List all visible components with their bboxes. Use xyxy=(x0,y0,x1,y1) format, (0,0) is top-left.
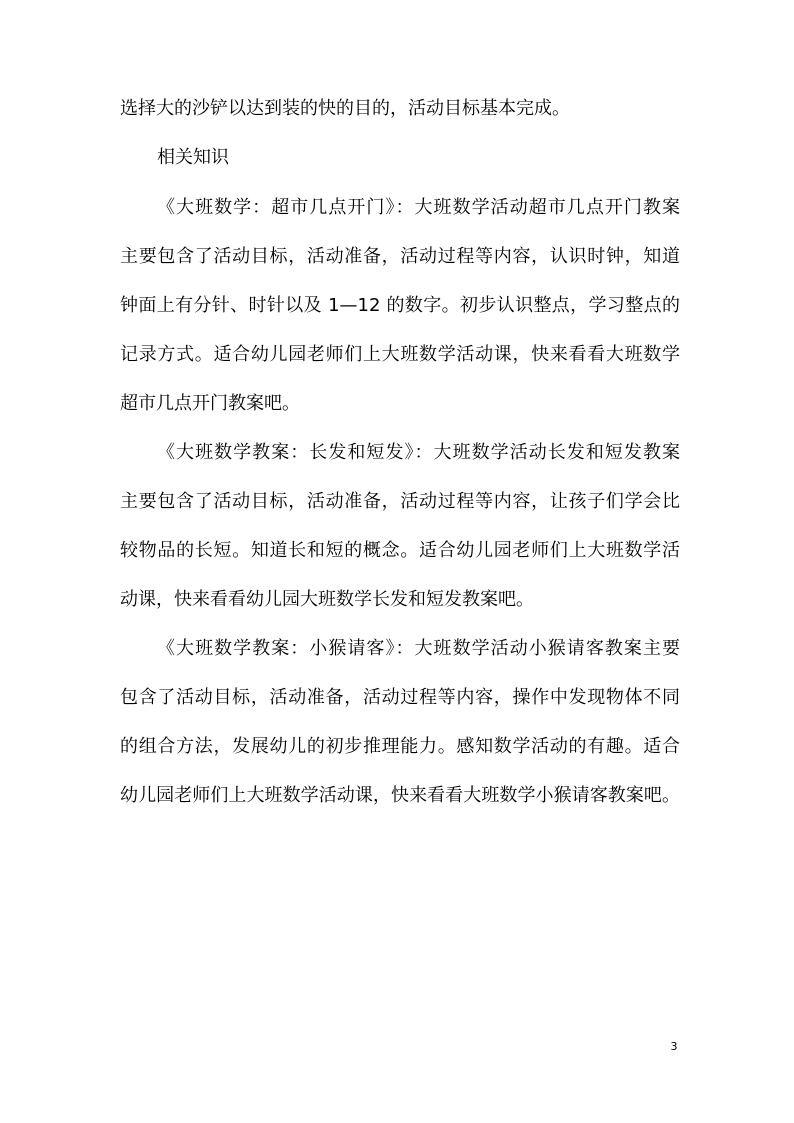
body-text-line: 主要包含了活动目标，活动准备，活动过程等内容，认识时钟，知道 xyxy=(120,246,680,267)
body-text-line: 《大班数学教案：小猴请客》：大班数学活动小猴请客教案主要 xyxy=(157,638,680,659)
body-text-line: 主要包含了活动目标，活动准备，活动过程等内容，让孩子们学会比 xyxy=(120,491,680,512)
body-text-line: 包含了活动目标，活动准备，活动过程等内容，操作中发现物体不同 xyxy=(120,687,680,708)
page-number: 3 xyxy=(670,1040,678,1053)
body-text-line: 记录方式。适合幼儿园老师们上大班数学活动课，快来看看大班数学 xyxy=(120,344,680,365)
body-text-line: 动课，快来看看幼儿园大班数学长发和短发教案吧。 xyxy=(120,589,534,610)
body-text-line: 较物品的长短。知道长和短的概念。适合幼儿园老师们上大班数学活 xyxy=(120,540,680,561)
body-text-line: 幼儿园老师们上大班数学活动课，快来看看大班数学小猴请客教案吧。 xyxy=(120,785,680,806)
body-text-line: 《大班数学：超市几点开门》：大班数学活动超市几点开门教案 xyxy=(157,197,680,218)
body-text-line: 的组合方法，发展幼儿的初步推理能力。感知数学活动的有趣。适合 xyxy=(120,736,680,757)
body-text-line: 钟面上有分针、时针以及 1—12 的数字。初步认识整点，学习整点的 xyxy=(120,295,680,316)
body-text-line: 选择大的沙铲以达到装的快的目的，活动目标基本完成。 xyxy=(120,98,570,119)
body-text-line: 超市几点开门教案吧。 xyxy=(120,393,300,414)
body-text-line: 《大班数学教案：长发和短发》：大班数学活动长发和短发教案 xyxy=(157,442,680,463)
section-heading: 相关知识 xyxy=(157,147,229,168)
